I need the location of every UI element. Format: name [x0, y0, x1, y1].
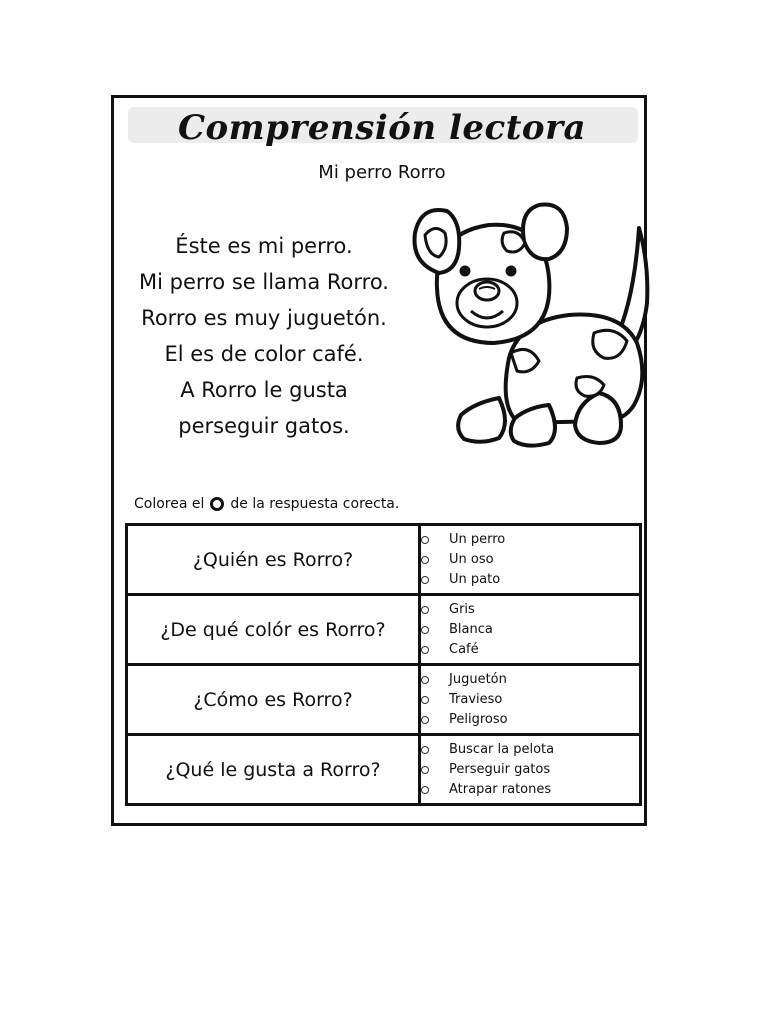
- question-cell: ¿Cómo es Rorro?: [127, 665, 420, 735]
- story-line: El es de color café.: [164, 342, 364, 366]
- answer-option[interactable]: [421, 670, 639, 690]
- circle-icon[interactable]: [421, 786, 429, 794]
- story-line: Éste es mi perro.: [175, 234, 353, 258]
- answer-option[interactable]: [421, 760, 639, 780]
- story-line: Rorro es muy juguetón.: [141, 306, 387, 330]
- circle-icon[interactable]: [421, 716, 429, 724]
- option-label: Perseguir gatos: [449, 762, 551, 777]
- option-label: Juguetón: [449, 672, 507, 687]
- story-line: Mi perro se llama Rorro.: [138, 270, 389, 294]
- question-cell: ¿Qué le gusta a Rorro?: [127, 735, 420, 805]
- instruction-before: Colorea el: [134, 496, 205, 512]
- story-text: [114, 228, 414, 444]
- quiz-table: [125, 523, 642, 806]
- circle-icon[interactable]: [421, 606, 429, 614]
- option-label: Blanca: [449, 622, 493, 637]
- option-label: Peligroso: [449, 712, 508, 727]
- option-label: Un pato: [449, 572, 501, 587]
- dog-illustration: [399, 193, 654, 458]
- table-row: [127, 665, 641, 735]
- answer-option[interactable]: [421, 570, 639, 590]
- circle-icon[interactable]: [421, 626, 429, 634]
- circle-icon[interactable]: [421, 536, 429, 544]
- circle-icon: [210, 497, 224, 511]
- answer-option[interactable]: [421, 600, 639, 620]
- circle-icon[interactable]: [421, 676, 429, 684]
- circle-icon[interactable]: [421, 576, 429, 584]
- circle-icon[interactable]: [421, 556, 429, 564]
- circle-icon[interactable]: [421, 746, 429, 754]
- answer-option[interactable]: [421, 620, 639, 640]
- question-cell: ¿Quién es Rorro?: [127, 525, 420, 595]
- worksheet-title: Comprensión lectora: [177, 108, 587, 148]
- options-cell: [420, 525, 641, 595]
- options-cell: [420, 735, 641, 805]
- question-cell: ¿De qué colór es Rorro?: [127, 595, 420, 665]
- options-cell: [420, 665, 641, 735]
- answer-option[interactable]: [421, 640, 639, 660]
- circle-icon[interactable]: [421, 646, 429, 654]
- answer-option[interactable]: [421, 710, 639, 730]
- answer-option[interactable]: [421, 740, 639, 760]
- story-line: perseguir gatos.: [178, 414, 350, 438]
- worksheet: [111, 95, 647, 826]
- story-line: A Rorro le gusta: [180, 378, 348, 402]
- option-label: Café: [449, 642, 479, 657]
- option-label: Buscar la pelota: [449, 742, 555, 757]
- option-label: Un oso: [449, 552, 494, 567]
- answer-option[interactable]: [421, 530, 639, 550]
- circle-icon[interactable]: [421, 766, 429, 774]
- answer-option[interactable]: [421, 550, 639, 570]
- circle-icon[interactable]: [421, 696, 429, 704]
- instruction-after: de la respuesta corecta.: [230, 496, 400, 512]
- option-label: Travieso: [449, 692, 503, 707]
- table-row: [127, 525, 641, 595]
- option-label: Un perro: [449, 532, 506, 547]
- story-title: Mi perro Rorro: [318, 162, 446, 183]
- answer-option[interactable]: [421, 780, 639, 800]
- answer-option[interactable]: [421, 690, 639, 710]
- option-label: Gris: [449, 602, 475, 617]
- table-row: [127, 595, 641, 665]
- options-cell: [420, 595, 641, 665]
- table-row: [127, 735, 641, 805]
- instruction-text: [134, 494, 399, 514]
- option-label: Atrapar ratones: [449, 782, 552, 797]
